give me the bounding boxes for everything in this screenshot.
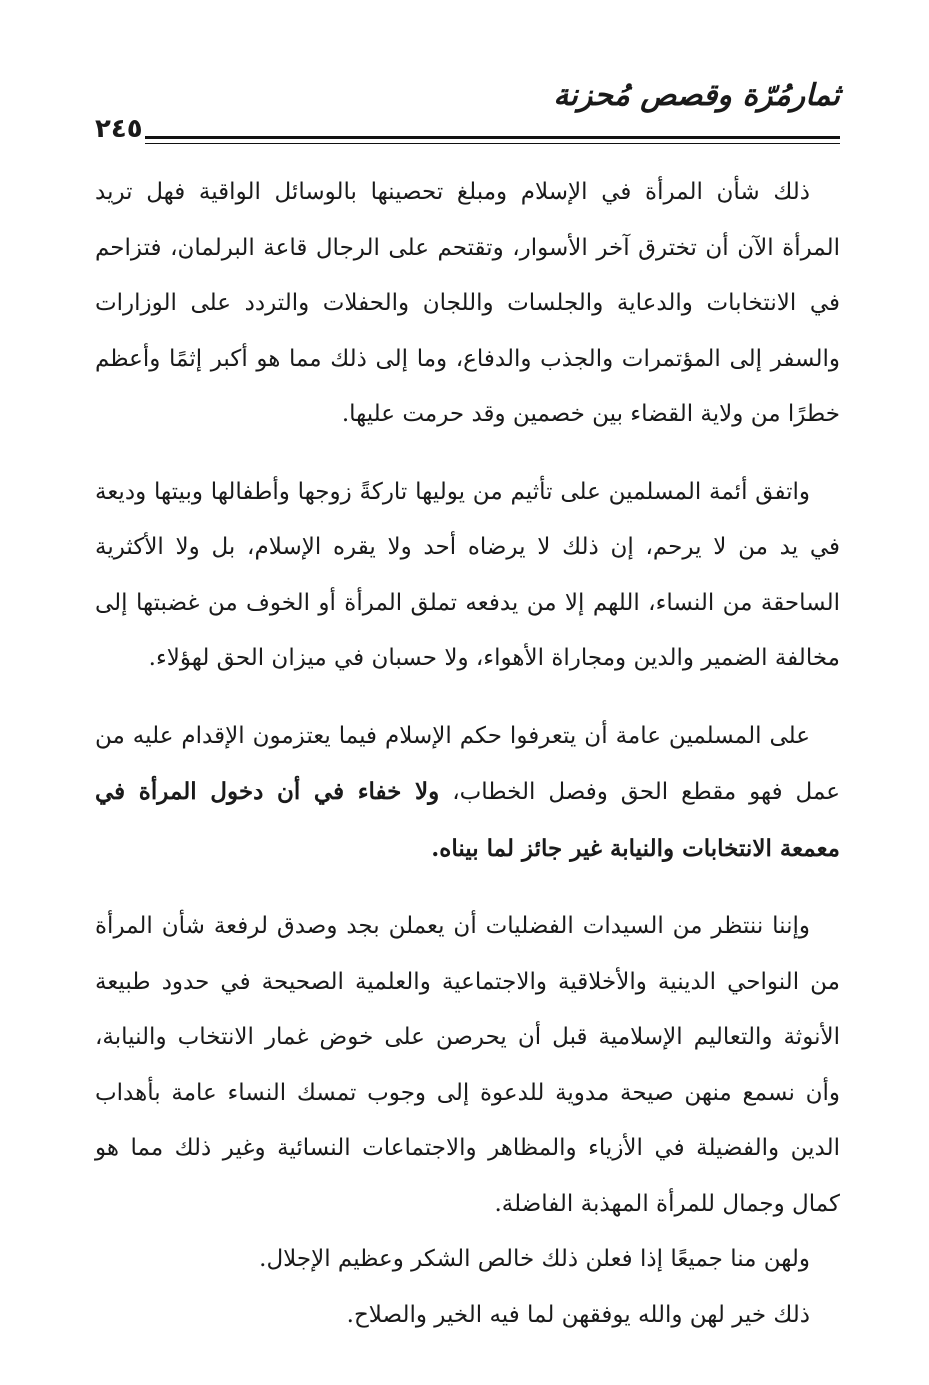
paragraph-3 <box>95 709 840 878</box>
body-text <box>95 165 840 1343</box>
paragraph-3-plain: على المسلمين عامة أن يتعرفوا حكم الإسلام فيما يعتزمون الإقدام عليه من عمل فهو مقطع الحق وفصل الخطاب، <box>95 722 840 805</box>
paragraph-2: واتفق أئمة المسلمين على تأثيم من يوليها تاركةً زوجها وأطفالها وبيتها وديعة في يد من لا يرحم، إن ذلك لا يرضاه أحد ولا يقره الإسلام، بل ولا الأكثرية الساحقة من النساء، اللهم إلا من يدفعه تملق المرأة أو الخوف من غضبتها إلى مخالفة الضمير والدين ومجاراة الأهواء، ولا حسبان في ميزان الحق لهؤلاء. <box>95 478 840 671</box>
page-number: ٢٤٥ <box>95 114 143 144</box>
header-rule <box>145 136 840 139</box>
paragraph-3-bold: ولا خفاء في أن دخول المرأة في معمعة الانتخابات والنيابة غير جائز لما بيناه. <box>95 778 840 862</box>
paragraph-6: ذلك خير لهن والله يوفقهن لما فيه الخير والصلاح. <box>346 1301 810 1328</box>
header-rule-thin <box>145 143 840 144</box>
paragraph-5: ولهن منا جميعًا إذا فعلن ذلك خالص الشكر وعظيم الإجلال. <box>259 1246 810 1272</box>
page-header <box>95 78 840 148</box>
paragraph-1: ذلك شأن المرأة في الإسلام ومبلغ تحصينها بالوسائل الواقية فهل تريد المرأة الآن أن تخترق آخر الأسوار، وتقتحم على الرجال قاعة البرلمان، فتزاحم في الانتخابات والدعاية والجلسات واللجان والحفلات والتردد على الوزارات والسفر إلى المؤتمرات والجذب والدفاع، وما إلى ذلك مما هو أكبر إثمًا وأعظم خطرًا من ولاية القضاء بين خصمين وقد حرمت عليها. <box>95 179 840 427</box>
paragraph-4: وإننا ننتظر من السيدات الفضليات أن يعملن بجد وصدق لرفعة شأن المرأة من النواحي الدينية والأخلاقية والاجتماعية والعلمية الصحيحة في حدود طبيعة الأنوثة والتعاليم الإسلامية قبل أن يحرصن على خوض غمار الانتخاب والنيابة، وأن نسمع منهن صيحة مدوية للدعوة إلى وجوب تمسك النساء عامة بأهداب الدين والفضيلة في الأزياء والمظاهر والاجتماعات النسائية وغير ذلك مما هو كمال وجمال للمرأة المهذبة الفاضلة. <box>95 913 841 1217</box>
running-title: ثمارمُرّة وقصص مُحزنة <box>553 78 840 113</box>
